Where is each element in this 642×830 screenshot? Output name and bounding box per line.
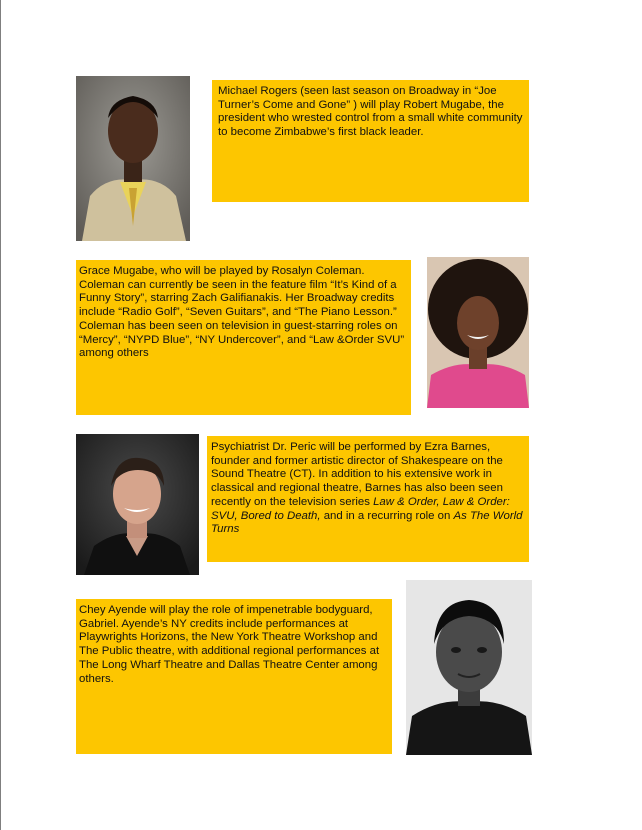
ezra-barnes-tv-credits: Law & Order, Law & Order: SVU, Bored to Death,: [211, 495, 510, 522]
chey-ayende-bio-text: Chey Ayende will play the role of impenetrable bodyguard, Gabriel. Ayende’s NY credits include performances at Playwrights Horizons, the New York Theatre Workshop and The Public theatre, with additional regional performances at The Long Wharf Theatre and Dallas Theatre Center among others.: [79, 604, 380, 685]
ezra-barnes-recurring-show: As The World Turns: [211, 509, 523, 536]
page-left-edge: [0, 0, 1, 830]
ezra-barnes-photo: [76, 434, 199, 575]
michael-rogers-bio: [212, 80, 529, 202]
chey-ayende-bio: [76, 599, 392, 754]
rosalyn-coleman-bio: [76, 260, 411, 415]
chey-ayende-photo: [406, 580, 532, 755]
ezra-barnes-bio: [207, 436, 529, 562]
michael-rogers-photo: [76, 76, 190, 241]
ezra-barnes-bio-text: [211, 441, 523, 537]
rosalyn-coleman-bio-text: Grace Mugabe, who will be played by Rosalyn Coleman. Coleman can currently be seen in the feature film “It’s Kind of a Funny Story”, starring Zach Galifianakis. Her Broadway credits include “Radio Golf”, “Seven Guitars”, and “The Piano Lesson.” Coleman has been seen on television in guest-starring roles on “Mercy”, “NYPD Blue”, “NY Undercover”, and “Law &Order SVU” among others: [79, 265, 405, 360]
rosalyn-coleman-photo: [427, 257, 529, 408]
ezra-barnes-bio-middle: and in a recurring role on: [320, 509, 454, 522]
michael-rogers-bio-text: Michael Rogers (seen last season on Broadway in “Joe Turner’s Come and Gone” ) will play Robert Mugabe, the president who wrested control from a small white community to become Zimbabwe’s first black leader.: [218, 85, 523, 139]
ezra-barnes-bio-intro: Psychiatrist Dr. Peric will be performed by Ezra Barnes, founder and former artistic director of Shakespeare on the Sound Theatre (CT). In addition to his extensive work in classical and regional theatre, Barnes has also been seen recently on the television series: [211, 441, 503, 508]
